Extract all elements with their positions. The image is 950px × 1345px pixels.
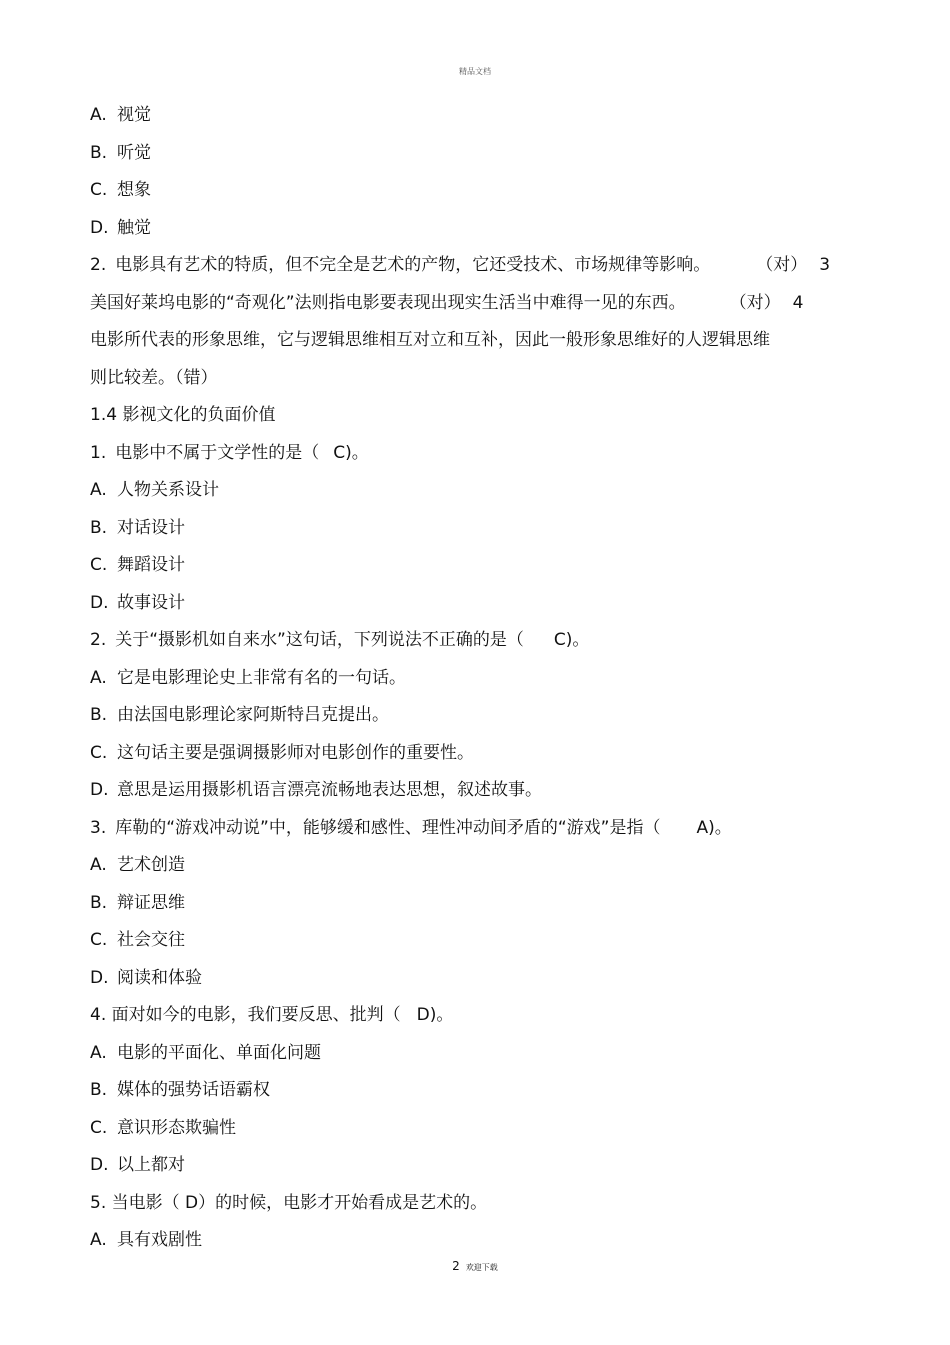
option-line (90, 135, 860, 173)
option-text: 社会交往 (117, 930, 185, 950)
option-line (90, 960, 860, 998)
question-line (90, 810, 860, 848)
question-number: 2. (90, 255, 107, 275)
option-letter: C. (90, 555, 108, 575)
option-line (90, 210, 860, 248)
option-line (90, 697, 860, 735)
question-line (90, 435, 860, 473)
question-text: 则比较差。（错） (90, 367, 218, 388)
question-answer: D)。 (416, 1005, 454, 1025)
option-letter: D. (90, 592, 109, 613)
question-number: 3. (90, 817, 107, 838)
option-letter: D. (90, 780, 109, 800)
question-text: 美国好莱坞电影的“奇观化”法则指电影要表现出现实生活当中难得一见的东西。 (90, 292, 686, 313)
footer-label: 欢迎下载 (465, 1263, 498, 1272)
question-line (90, 622, 860, 660)
question-line (90, 997, 860, 1035)
option-text: 艺术创造 (117, 855, 185, 875)
option-letter: C. (90, 180, 108, 200)
question-line (90, 285, 860, 323)
option-text: 触觉 (117, 217, 151, 238)
option-text: 电影的平面化、单面化问题 (117, 1042, 321, 1063)
question-answer: （对） (729, 292, 781, 313)
option-letter: B. (90, 142, 108, 163)
option-letter: A. (90, 855, 107, 875)
option-letter: C. (90, 930, 108, 950)
option-letter: B. (90, 517, 108, 538)
option-letter: D. (90, 217, 109, 238)
option-text: 人物关系设计 (117, 480, 219, 500)
option-letter: C. (90, 742, 108, 763)
option-line (90, 472, 860, 510)
question-line (90, 247, 860, 285)
option-line (90, 1110, 860, 1148)
option-line (90, 847, 860, 885)
option-letter: A. (90, 105, 107, 125)
question-answer: C)。 (333, 442, 369, 463)
section-title: 1.4 影视文化的负面价值 (90, 405, 276, 425)
question-text: 电影所代表的形象思维，它与逻辑思维相互对立和互补，因此一般形象思维好的人逻辑思维 (90, 330, 770, 350)
question-number: 1. (90, 442, 107, 463)
question-text: 库勒的“游戏冲动说”中，能够缓和感性、理性冲动间矛盾的“游戏”是指（ (115, 817, 661, 838)
option-line (90, 510, 860, 548)
question-line (90, 322, 860, 360)
option-line (90, 660, 860, 698)
option-letter: C. (90, 1117, 108, 1138)
question-text: 电影中不属于文学性的是（ (115, 442, 320, 463)
question-text: 电影具有艺术的特质，但不完全是艺术的产物，它还受技术、市场规律等影响。 (115, 255, 711, 275)
option-letter: A. (90, 1042, 107, 1063)
option-line (90, 922, 860, 960)
question-line (90, 1185, 860, 1223)
option-text: 具有戏剧性 (117, 1230, 202, 1250)
option-letter: B. (90, 892, 108, 913)
question-text: 4. 面对如今的电影，我们要反思、批判（ (90, 1005, 401, 1025)
option-line (90, 585, 860, 623)
option-line (90, 885, 860, 923)
option-letter: A. (90, 1230, 107, 1250)
option-text: 听觉 (117, 142, 151, 163)
next-question-number: 4 (792, 292, 804, 313)
option-letter: B. (90, 1080, 108, 1100)
question-text: 5. 当电影（ D）的时候，电影才开始看成是艺术的。 (90, 1192, 488, 1213)
option-line (90, 97, 860, 135)
option-text: 视觉 (117, 105, 151, 125)
page-number: 2 (452, 1259, 460, 1273)
option-line (90, 735, 860, 773)
option-letter: D. (90, 1155, 109, 1175)
option-letter: B. (90, 705, 108, 725)
question-answer: A)。 (696, 817, 732, 838)
option-line (90, 772, 860, 810)
option-text: 想象 (117, 180, 151, 200)
option-line (90, 1222, 860, 1260)
question-answer: （对） (756, 255, 808, 275)
question-number: 2. (90, 630, 107, 650)
option-line (90, 1035, 860, 1073)
option-text: 由法国电影理论家阿斯特吕克提出。 (117, 705, 389, 725)
option-letter: A. (90, 667, 107, 688)
question-line (90, 360, 860, 398)
option-text: 辩证思维 (117, 892, 185, 913)
question-answer: C)。 (553, 630, 590, 650)
option-line (90, 172, 860, 210)
next-question-number: 3 (819, 255, 831, 275)
option-line (90, 547, 860, 585)
option-text: 媒体的强势话语霸权 (117, 1080, 270, 1100)
document-body (90, 97, 860, 1260)
option-line (90, 1072, 860, 1110)
option-text: 舞蹈设计 (117, 555, 185, 575)
question-text: 关于“摄影机如自来水”这句话，下列说法不正确的是（ (115, 630, 524, 650)
option-line (90, 1147, 860, 1185)
option-text: 以上都对 (117, 1155, 185, 1175)
option-text: 故事设计 (117, 592, 185, 613)
option-text: 阅读和体验 (117, 967, 202, 988)
option-text: 意识形态欺骗性 (117, 1117, 236, 1138)
section-heading (90, 397, 860, 435)
option-text: 这句话主要是强调摄影师对电影创作的重要性。 (117, 742, 474, 763)
option-text: 它是电影理论史上非常有名的一句话。 (117, 667, 406, 688)
option-text: 意思是运用摄影机语言漂亮流畅地表达思想，叙述故事。 (117, 780, 542, 800)
option-letter: A. (90, 480, 107, 500)
page-footer (0, 1259, 950, 1273)
option-letter: D. (90, 967, 109, 988)
option-text: 对话设计 (117, 517, 185, 538)
header-watermark: 精品文档 (459, 67, 491, 76)
